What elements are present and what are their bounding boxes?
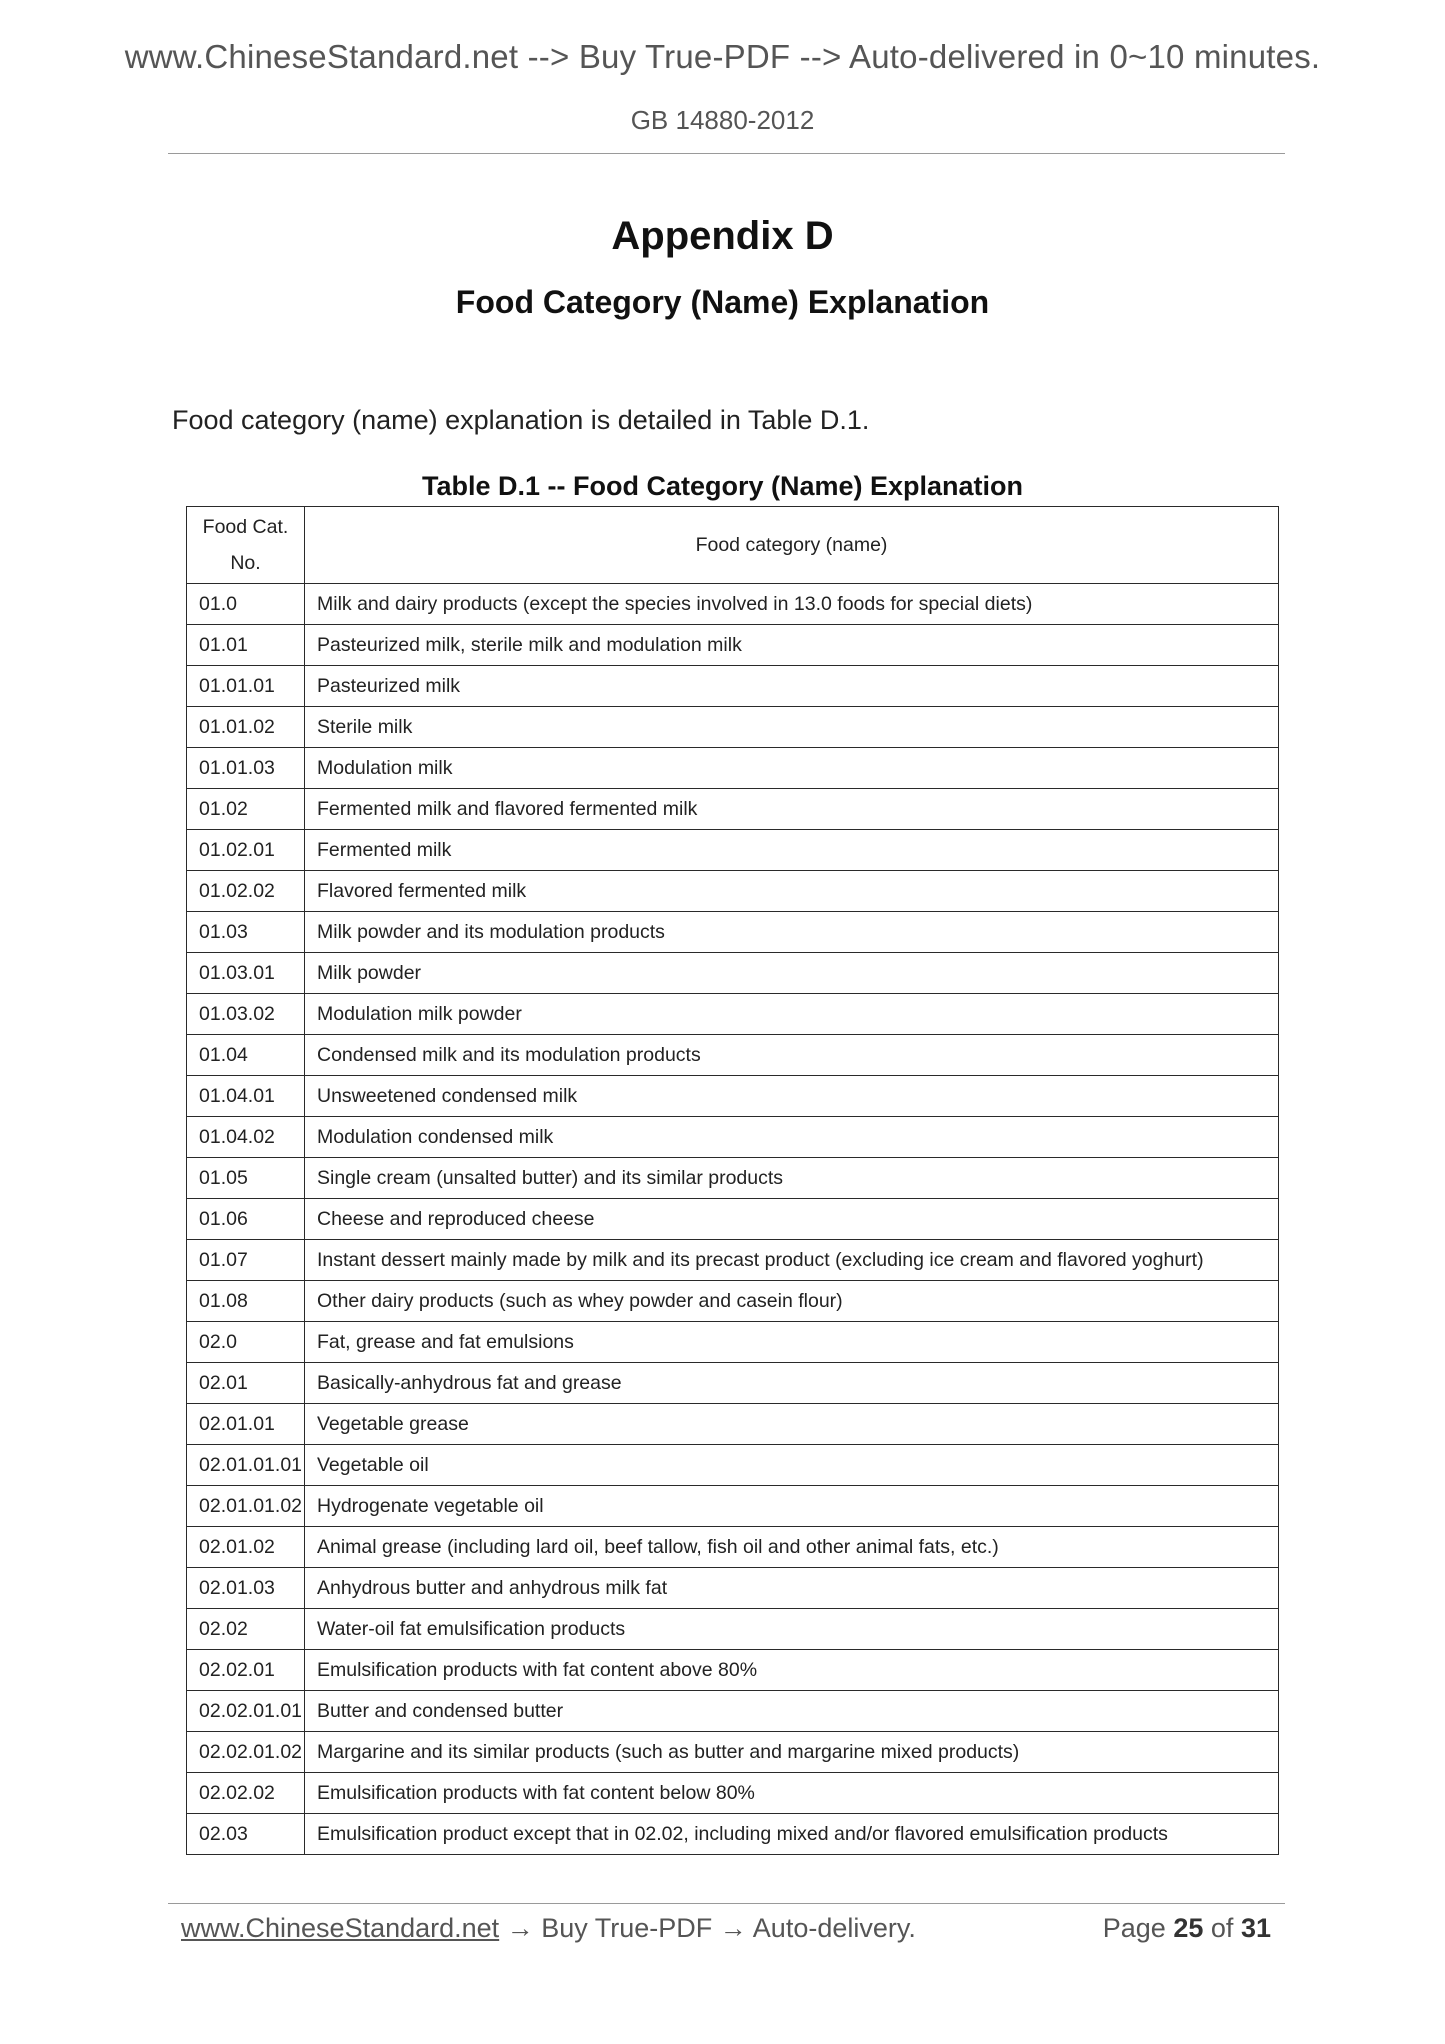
page-footer (181, 1908, 1271, 1948)
table-caption: Table D.1 -- Food Category (Name) Explanation (421, 471, 1024, 501)
table-row (187, 1281, 1279, 1322)
food-category-name-cell: Flavored fermented milk (305, 871, 1279, 912)
page-indicator (1103, 1908, 1271, 1948)
food-cat-no-cell: 01.07 (187, 1240, 305, 1281)
page-current: 25 (1173, 1913, 1204, 1943)
footer-buy-text: Buy True-PDF (541, 1913, 713, 1943)
food-category-name-cell: Milk powder (305, 953, 1279, 994)
food-cat-no-cell: 01.06 (187, 1199, 305, 1240)
food-category-name-cell: Modulation milk powder (305, 994, 1279, 1035)
table-row (187, 1404, 1279, 1445)
food-cat-no-cell: 02.01.03 (187, 1568, 305, 1609)
food-cat-no-cell: 01.02 (187, 789, 305, 830)
food-cat-no-cell: 02.01.01 (187, 1404, 305, 1445)
table-row (187, 994, 1279, 1035)
food-category-name-cell: Emulsification products with fat content above 80% (305, 1650, 1279, 1691)
table-row (187, 1609, 1279, 1650)
table-row (187, 666, 1279, 707)
page-label: Page (1102, 1913, 1166, 1943)
food-category-name-cell: Basically-anhydrous fat and grease (305, 1363, 1279, 1404)
table-body (187, 584, 1279, 1855)
footer-divider (168, 1903, 1285, 1904)
table-row (187, 1650, 1279, 1691)
header-food-category-name: Food category (name) (305, 507, 1279, 584)
food-cat-no-cell: 02.02.01.02 (187, 1732, 305, 1773)
standard-number: GB 14880-2012 (630, 105, 815, 135)
food-category-name-cell: Butter and condensed butter (305, 1691, 1279, 1732)
table-row (187, 1445, 1279, 1486)
table-row (187, 1117, 1279, 1158)
footer-delivery-text: Auto-delivery. (752, 1913, 916, 1943)
food-category-table (186, 506, 1279, 1855)
food-category-name-cell: Fat, grease and fat emulsions (305, 1322, 1279, 1363)
table-row (187, 1199, 1279, 1240)
header-food-cat-no-line1: Food Cat. (202, 516, 289, 538)
table-row (187, 1363, 1279, 1404)
food-category-name-cell: Single cream (unsalted butter) and its similar products (305, 1158, 1279, 1199)
food-cat-no-cell: 01.08 (187, 1281, 305, 1322)
table-row (187, 748, 1279, 789)
footer-left (181, 1908, 916, 1948)
table-row (187, 1773, 1279, 1814)
food-category-name-cell: Anhydrous butter and anhydrous milk fat (305, 1568, 1279, 1609)
table-row (187, 707, 1279, 748)
table-row (187, 1814, 1279, 1855)
food-cat-no-cell: 02.03 (187, 1814, 305, 1855)
food-category-name-cell: Fermented milk (305, 830, 1279, 871)
arrow-right-icon: → (719, 1913, 747, 1943)
food-category-name-cell: Modulation milk (305, 748, 1279, 789)
table-row (187, 830, 1279, 871)
food-cat-no-cell: 01.05 (187, 1158, 305, 1199)
intro-paragraph: Food category (name) explanation is detailed in Table D.1. (172, 405, 870, 435)
food-cat-no-cell: 01.04.02 (187, 1117, 305, 1158)
table-row (187, 789, 1279, 830)
table-row (187, 1732, 1279, 1773)
food-category-name-cell: Instant dessert mainly made by milk and its precast product (excluding ice cream and flavored yoghurt) (305, 1240, 1279, 1281)
food-cat-no-cell: 01.03.02 (187, 994, 305, 1035)
food-category-name-cell: Sterile milk (305, 707, 1279, 748)
food-cat-no-cell: 01.03.01 (187, 953, 305, 994)
table-row (187, 1076, 1279, 1117)
food-category-name-cell: Margarine and its similar products (such as butter and margarine mixed products) (305, 1732, 1279, 1773)
table-row (187, 912, 1279, 953)
header-food-cat-no-line2: No. (230, 552, 261, 574)
food-category-name-cell: Other dairy products (such as whey powder and casein flour) (305, 1281, 1279, 1322)
food-category-name-cell: Water-oil fat emulsification products (305, 1609, 1279, 1650)
food-category-name-cell: Milk and dairy products (except the species involved in 13.0 foods for special diets) (305, 584, 1279, 625)
food-cat-no-cell: 01.01.01 (187, 666, 305, 707)
table-row (187, 584, 1279, 625)
page-of: of (1210, 1913, 1234, 1943)
food-cat-no-cell: 01.02.01 (187, 830, 305, 871)
table-row (187, 1568, 1279, 1609)
food-cat-no-cell: 02.01.01.01 (187, 1445, 305, 1486)
food-cat-no-cell: 02.02.01.01 (187, 1691, 305, 1732)
food-category-name-cell: Milk powder and its modulation products (305, 912, 1279, 953)
page-total: 31 (1240, 1913, 1271, 1943)
table-row (187, 1691, 1279, 1732)
food-category-name-cell: Vegetable grease (305, 1404, 1279, 1445)
food-cat-no-cell: 02.0 (187, 1322, 305, 1363)
appendix-subtitle: Food Category (Name) Explanation (455, 284, 990, 320)
food-category-name-cell: Pasteurized milk (305, 666, 1279, 707)
food-category-name-cell: Hydrogenate vegetable oil (305, 1486, 1279, 1527)
table-row (187, 953, 1279, 994)
food-cat-no-cell: 02.01.01.02 (187, 1486, 305, 1527)
arrow-right-icon: → (506, 1913, 534, 1943)
food-cat-no-cell: 01.01.02 (187, 707, 305, 748)
table-row (187, 1527, 1279, 1568)
table-row (187, 1322, 1279, 1363)
header-divider (168, 153, 1285, 154)
table-row (187, 1240, 1279, 1281)
table-row (187, 1035, 1279, 1076)
food-cat-no-cell: 02.01.02 (187, 1527, 305, 1568)
table-header-row (187, 507, 1279, 584)
food-category-name-cell: Fermented milk and flavored fermented milk (305, 789, 1279, 830)
food-cat-no-cell: 01.01 (187, 625, 305, 666)
food-cat-no-cell: 02.02 (187, 1609, 305, 1650)
food-category-name-cell: Cheese and reproduced cheese (305, 1199, 1279, 1240)
top-banner: www.ChineseStandard.net --> Buy True-PDF --> Auto-delivered in 0~10 minutes. (124, 38, 1321, 75)
food-category-name-cell: Animal grease (including lard oil, beef tallow, fish oil and other animal fats, etc.) (305, 1527, 1279, 1568)
table-row (187, 1158, 1279, 1199)
food-cat-no-cell: 01.04 (187, 1035, 305, 1076)
table-row (187, 1486, 1279, 1527)
food-cat-no-cell: 02.02.02 (187, 1773, 305, 1814)
food-category-name-cell: Unsweetened condensed milk (305, 1076, 1279, 1117)
appendix-title: Appendix D (611, 214, 834, 258)
table-row (187, 871, 1279, 912)
food-cat-no-cell: 01.02.02 (187, 871, 305, 912)
food-cat-no-cell: 02.01 (187, 1363, 305, 1404)
food-category-name-cell: Vegetable oil (305, 1445, 1279, 1486)
food-category-name-cell: Pasteurized milk, sterile milk and modulation milk (305, 625, 1279, 666)
food-cat-no-cell: 01.03 (187, 912, 305, 953)
food-cat-no-cell: 02.02.01 (187, 1650, 305, 1691)
food-category-name-cell: Condensed milk and its modulation products (305, 1035, 1279, 1076)
food-cat-no-cell: 01.0 (187, 584, 305, 625)
table-row (187, 625, 1279, 666)
food-category-name-cell: Emulsification product except that in 02.02, including mixed and/or flavored emulsification products (305, 1814, 1279, 1855)
food-category-name-cell: Emulsification products with fat content below 80% (305, 1773, 1279, 1814)
food-cat-no-cell: 01.01.03 (187, 748, 305, 789)
header-food-cat-no (187, 507, 305, 584)
footer-site-link[interactable]: www.ChineseStandard.net (181, 1913, 500, 1943)
food-category-name-cell: Modulation condensed milk (305, 1117, 1279, 1158)
food-cat-no-cell: 01.04.01 (187, 1076, 305, 1117)
